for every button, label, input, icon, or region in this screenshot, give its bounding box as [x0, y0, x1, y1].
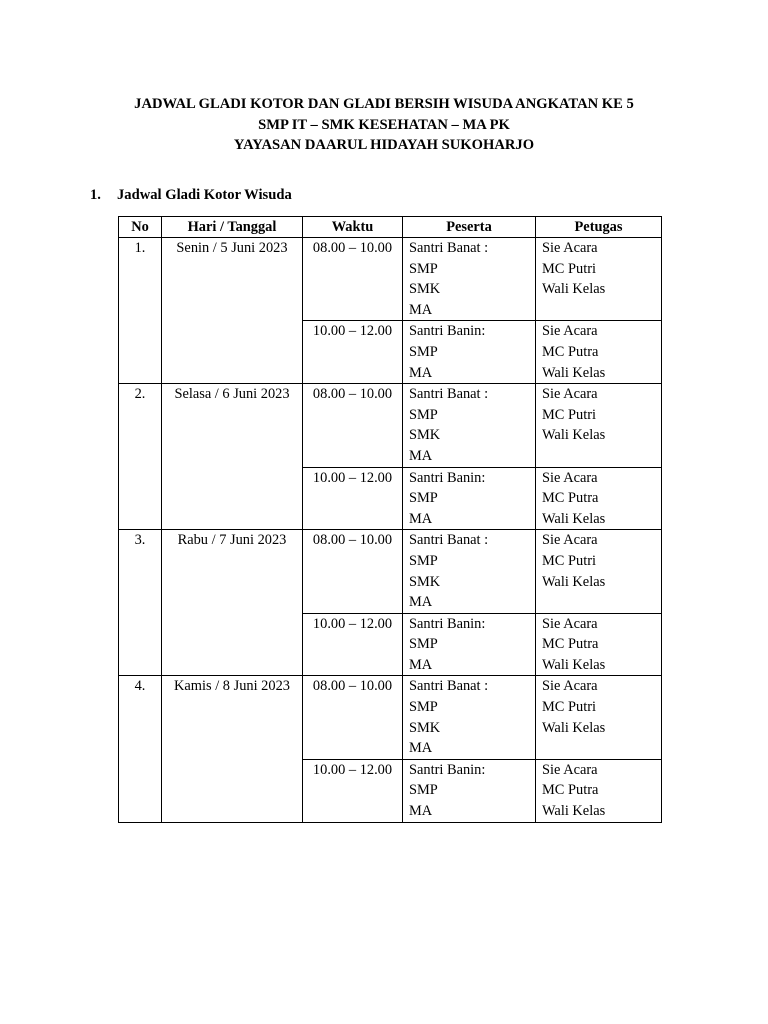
cell-peserta: [403, 676, 536, 759]
petugas-line: Wali Kelas: [542, 281, 606, 298]
peserta-line: MA: [409, 594, 433, 611]
peserta-line: MA: [409, 447, 433, 464]
section-heading: [90, 185, 292, 205]
cell-peserta: [403, 530, 536, 613]
cell-peserta: [403, 238, 536, 321]
cell-time: 08.00 – 10.00: [303, 530, 403, 613]
cell-time: 10.00 – 12.00: [303, 467, 403, 530]
cell-peserta: [403, 321, 536, 384]
peserta-line: SMK: [409, 719, 441, 736]
section-number: 1.: [90, 187, 101, 203]
peserta-line: SMK: [409, 427, 441, 444]
cell-peserta: [403, 759, 536, 822]
cell-time: 10.00 – 12.00: [303, 759, 403, 822]
petugas-line: Wali Kelas: [542, 573, 606, 590]
peserta-line: MA: [409, 740, 433, 757]
table-row: [119, 676, 662, 759]
petugas-line: Sie Acara: [542, 240, 598, 256]
cell-time: 08.00 – 10.00: [303, 238, 403, 321]
cell-day-date: Selasa / 6 Juni 2023: [162, 384, 303, 530]
peserta-line: SMK: [409, 281, 441, 298]
schedule-table: [118, 216, 662, 823]
cell-time: 08.00 – 10.00: [303, 384, 403, 467]
peserta-line: SMP: [409, 699, 438, 716]
peserta-line: SMP: [409, 343, 438, 360]
petugas-line: MC Putri: [542, 699, 596, 716]
petugas-line: Sie Acara: [542, 615, 598, 632]
cell-no: 1.: [119, 238, 162, 384]
peserta-line: Santri Banat :: [409, 240, 489, 256]
cell-time: 08.00 – 10.00: [303, 676, 403, 759]
cell-petugas: [536, 530, 662, 613]
cell-petugas: [536, 467, 662, 530]
peserta-line: Santri Banin:: [409, 323, 486, 340]
cell-peserta: [403, 613, 536, 676]
cell-time: 10.00 – 12.00: [303, 613, 403, 676]
title-line-3: YAYASAN DAARUL HIDAYAH SUKOHARJO: [233, 137, 535, 153]
peserta-line: Santri Banin:: [409, 761, 486, 778]
petugas-line: MC Putra: [542, 343, 599, 360]
cell-petugas: [536, 321, 662, 384]
cell-peserta: [403, 467, 536, 530]
petugas-line: Sie Acara: [542, 323, 598, 340]
header-no: No: [119, 217, 162, 238]
table-body: [119, 238, 662, 823]
table-row: [119, 384, 662, 467]
table-header-row: [119, 217, 662, 238]
peserta-line: SMP: [409, 406, 438, 423]
peserta-line: MA: [409, 510, 433, 527]
cell-petugas: [536, 613, 662, 676]
petugas-line: Wali Kelas: [542, 656, 606, 673]
peserta-line: SMP: [409, 552, 438, 569]
title-line-1: JADWAL GLADI KOTOR DAN GLADI BERSIH WISUDA ANGKATAN KE 5: [134, 96, 634, 112]
petugas-line: Wali Kelas: [542, 803, 606, 820]
section-title: Jadwal Gladi Kotor Wisuda: [117, 187, 292, 203]
petugas-line: Sie Acara: [542, 761, 598, 778]
cell-no: 4.: [119, 676, 162, 822]
petugas-line: Sie Acara: [542, 386, 598, 403]
petugas-line: Wali Kelas: [542, 364, 606, 381]
header-peserta: Peserta: [403, 217, 536, 238]
header-petugas: Petugas: [536, 217, 662, 238]
petugas-line: MC Putra: [542, 636, 599, 653]
petugas-line: MC Putri: [542, 406, 596, 423]
peserta-line: SMP: [409, 782, 438, 799]
peserta-line: SMP: [409, 636, 438, 653]
peserta-line: SMK: [409, 573, 441, 590]
header-day: Hari / Tanggal: [162, 217, 303, 238]
peserta-line: MA: [409, 301, 433, 318]
cell-time: 10.00 – 12.00: [303, 321, 403, 384]
cell-petugas: [536, 238, 662, 321]
cell-petugas: [536, 384, 662, 467]
peserta-line: MA: [409, 364, 433, 381]
peserta-line: Santri Banin:: [409, 615, 486, 632]
peserta-line: MA: [409, 803, 433, 820]
peserta-line: Santri Banat :: [409, 678, 489, 695]
title-line-2: SMP IT – SMK KESEHATAN – MA PK: [258, 116, 510, 133]
petugas-line: MC Putra: [542, 490, 599, 507]
cell-petugas: [536, 676, 662, 759]
header-time: Waktu: [303, 217, 403, 238]
peserta-line: SMP: [409, 490, 438, 507]
petugas-line: MC Putri: [542, 552, 596, 569]
cell-day-date: Senin / 5 Juni 2023: [162, 238, 303, 384]
petugas-line: Wali Kelas: [542, 719, 606, 736]
peserta-line: Santri Banin:: [409, 469, 486, 486]
cell-peserta: [403, 384, 536, 467]
peserta-line: MA: [409, 656, 433, 673]
cell-day-date: Kamis / 8 Juni 2023: [162, 676, 303, 822]
cell-day-date: Rabu / 7 Juni 2023: [162, 530, 303, 676]
table-row: [119, 530, 662, 613]
cell-petugas: [536, 759, 662, 822]
petugas-line: Wali Kelas: [542, 510, 606, 527]
cell-no: 3.: [119, 530, 162, 676]
peserta-line: Santri Banat :: [409, 532, 489, 549]
petugas-line: Wali Kelas: [542, 427, 606, 444]
petugas-line: Sie Acara: [542, 469, 598, 486]
petugas-line: MC Putri: [542, 260, 596, 277]
table-row: [119, 238, 662, 321]
petugas-line: MC Putra: [542, 782, 599, 799]
peserta-line: Santri Banat :: [409, 386, 489, 403]
document-title: [0, 94, 768, 156]
peserta-line: SMP: [409, 260, 438, 277]
petugas-line: Sie Acara: [542, 532, 598, 549]
petugas-line: Sie Acara: [542, 678, 598, 695]
cell-no: 2.: [119, 384, 162, 530]
